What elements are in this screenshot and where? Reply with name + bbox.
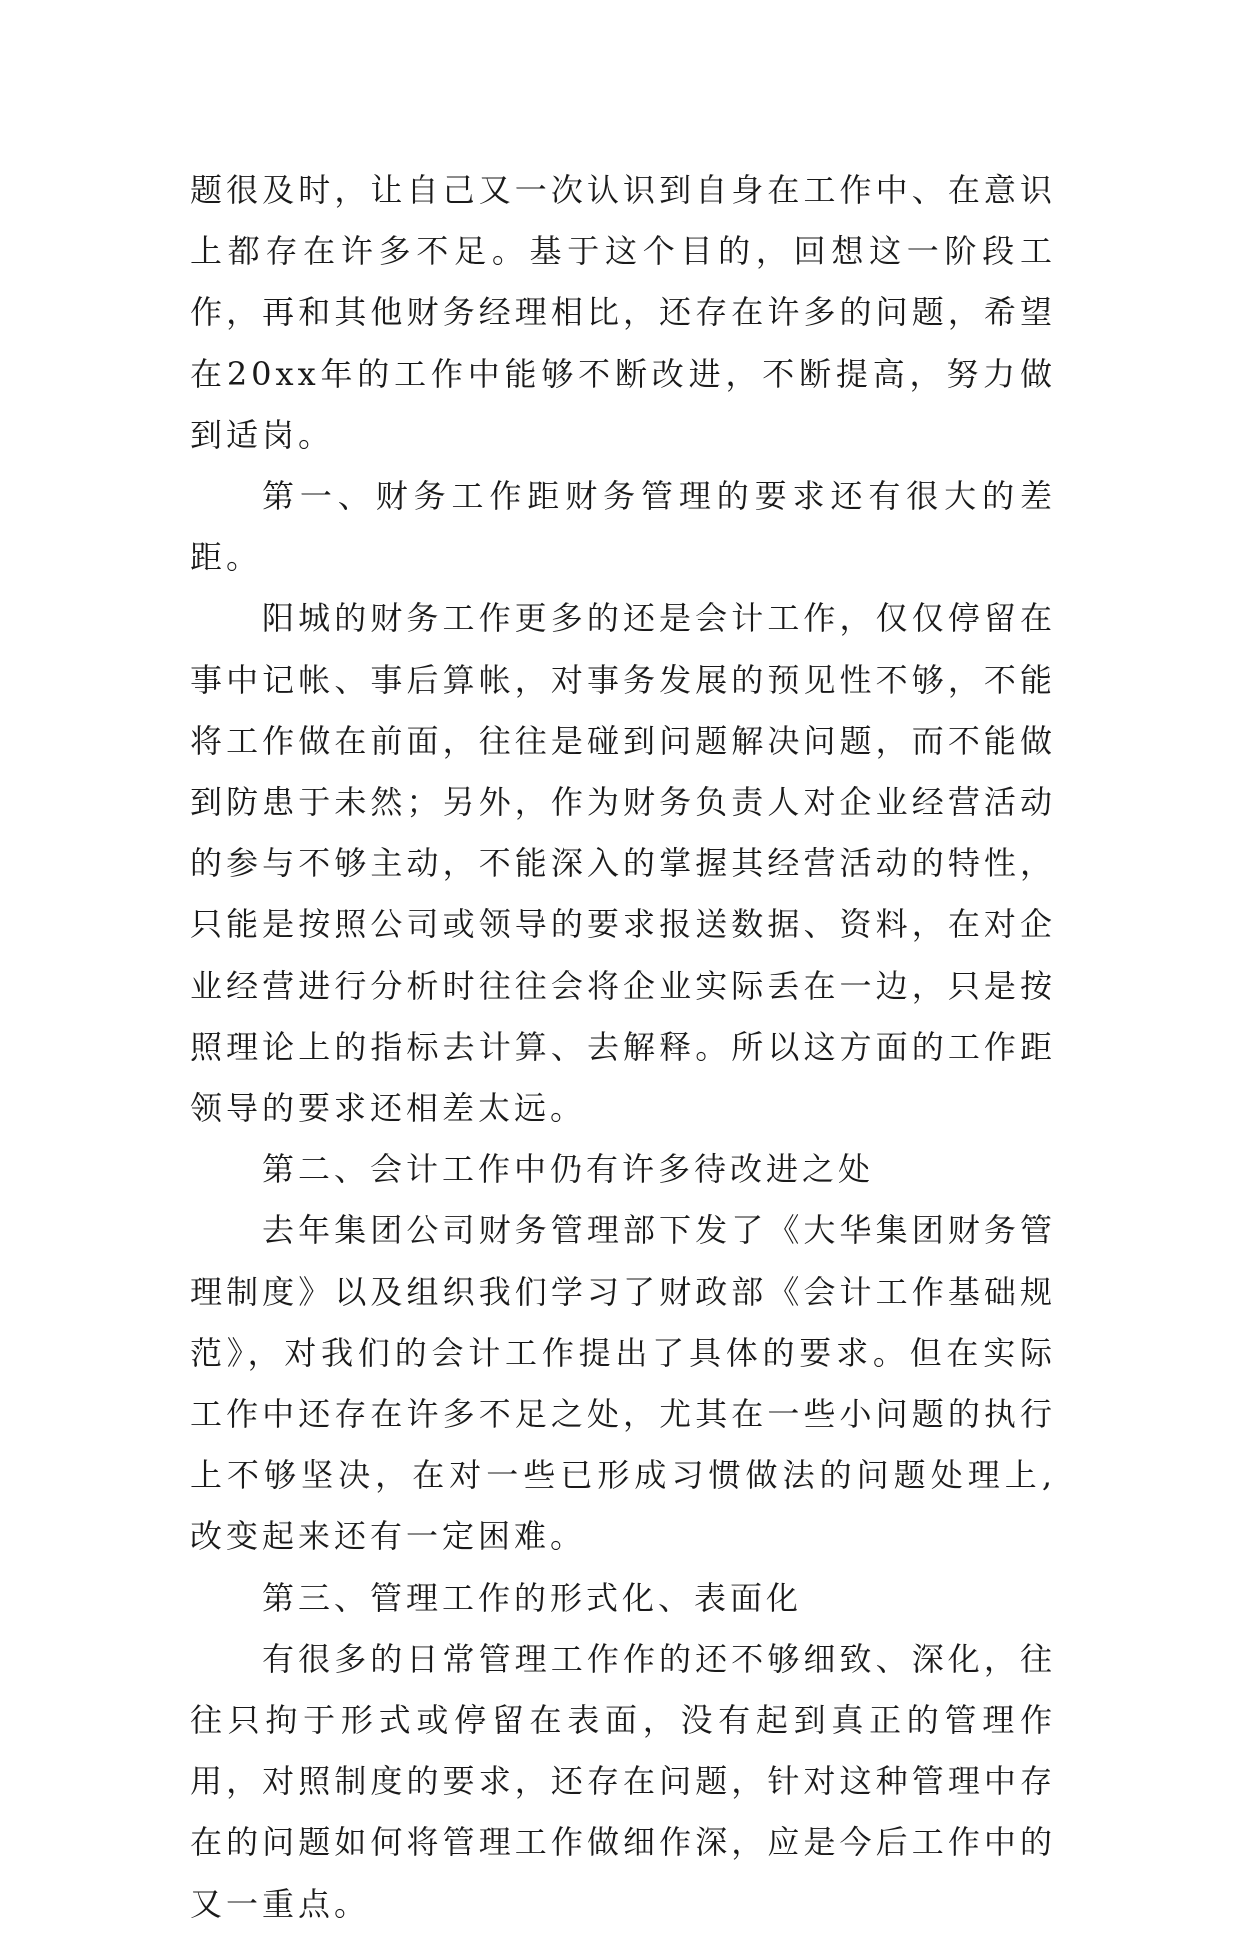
document-body xyxy=(190,160,1056,1935)
heading-first-point: 第一、财务工作距财务管理的要求还有很大的差距。 xyxy=(190,477,1056,577)
paragraph-first-point-body: 阳城的财务工作更多的还是会计工作，仅仅停留在事中记帐、事后算帐，对事务发展的预见性不够，不能将工作做在前面，往往是碰到问题解决问题，而不能做到防患于未然；另外，作为财务负责人对企业经营活动的参与不够主动，不能深入的掌握其经营活动的特性，只能是按照公司或领导的要求报送数据、资料，在对企业经营进行分析时往往会将企业实际丢在一边，只是按照理论上的指标去计算、去解释。所以这方面的工作距领导的要求还相差太远。 xyxy=(190,599,1056,1128)
heading-second-point: 第二、会计工作中仍有许多待改进之处 xyxy=(262,1150,875,1189)
paragraph-second-point-body: 去年集团公司财务管理部下发了《大华集团财务管理制度》以及组织我们学习了财政部《会计工作基础规范》，对我们的会计工作提出了具体的要求。但在实际工作中还存在许多不足之处，尤其在一些小问题的执行上不够坚决，在对一些已形成习惯做法的问题处理上,改变起来还有一定困难。 xyxy=(190,1211,1056,1556)
heading-third-point: 第三、管理工作的形式化、表面化 xyxy=(262,1578,803,1617)
paragraph-third-point-body: 有很多的日常管理工作作的还不够细致、深化，往往只拘于形式或停留在表面，没有起到真正的管理作用，对照制度的要求，还存在问题，针对这种管理中存在的问题如何将管理工作做细作深，应是今后工作中的又一重点。 xyxy=(190,1639,1056,1923)
paragraph-continued: 题很及时，让自己又一次认识到自身在工作中、在意识上都存在许多不足。基于这个目的，回想这一阶段工作，再和其他财务经理相比，还存在许多的问题，希望在20xx年的工作中能够不断改进，不断提高，努力做到适岗。 xyxy=(190,171,1056,454)
